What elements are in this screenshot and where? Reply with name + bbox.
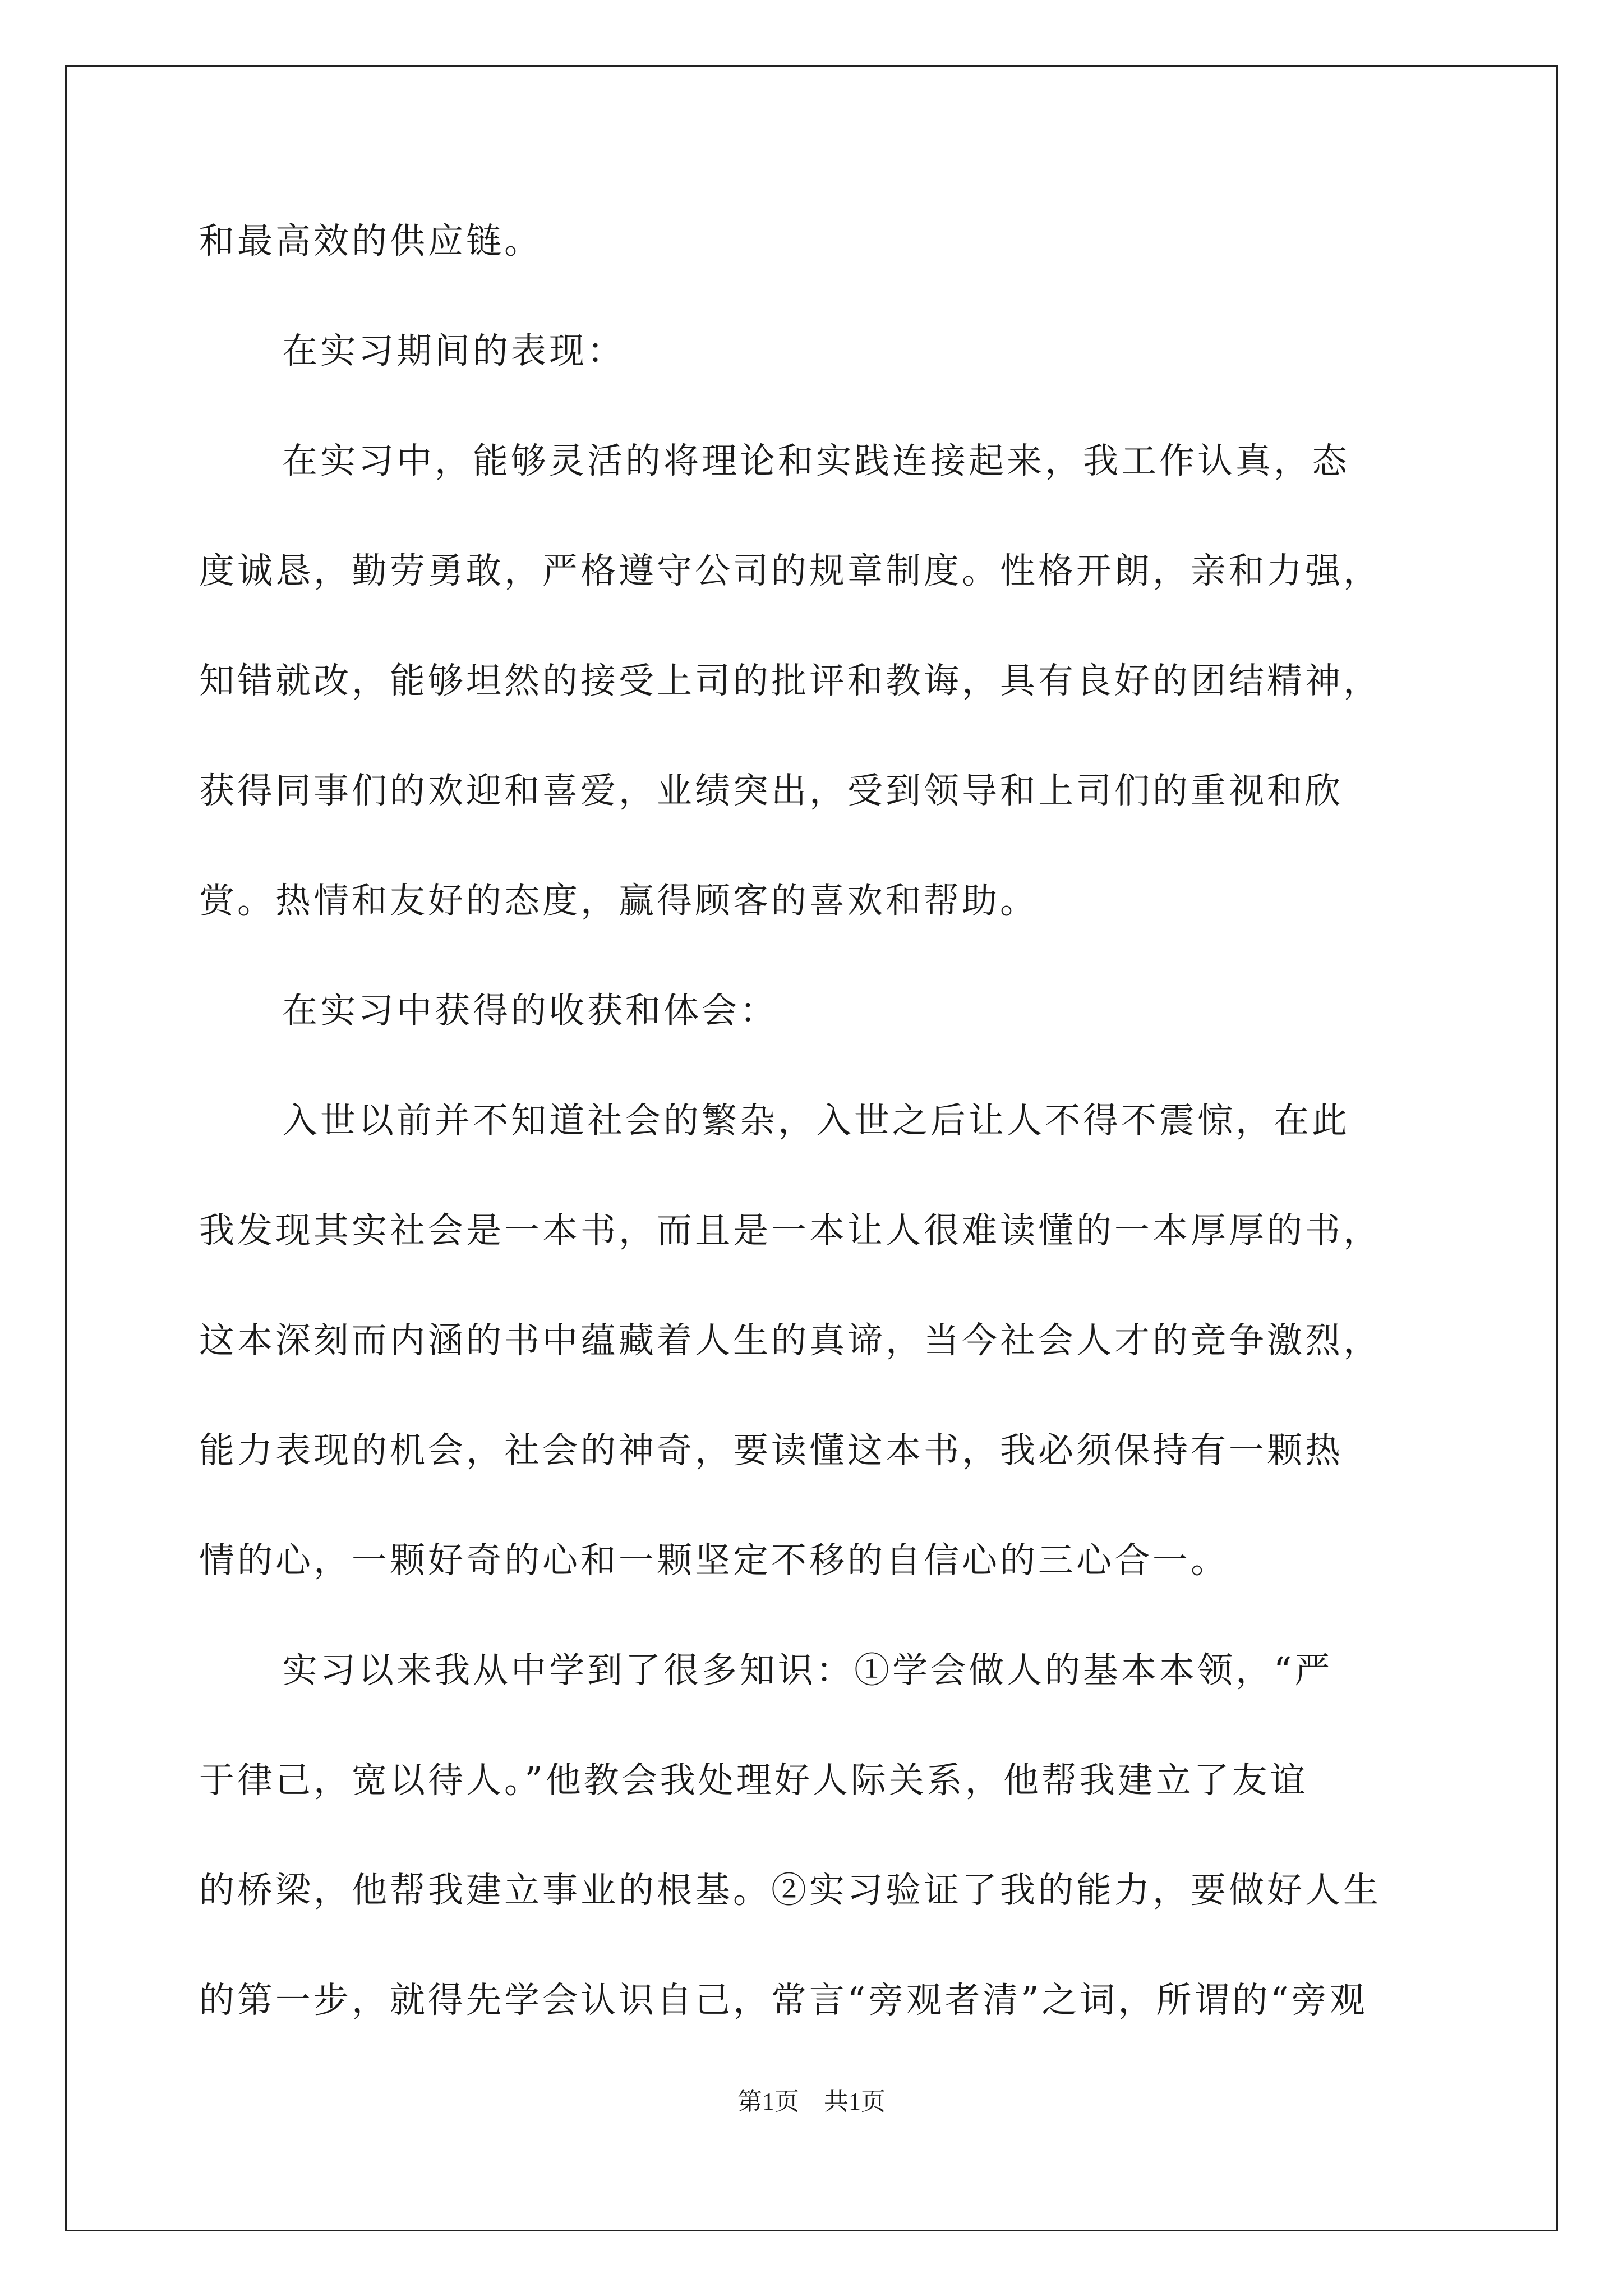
text-line: 于律己，宽以待人。”他教会我处理好人际关系，他帮我建立了友谊 — [199, 1760, 1308, 1801]
text-line: 能力表现的机会，社会的神奇，要读懂这本书，我必须保持有一颗热 — [199, 1430, 1343, 1471]
section-heading: 在实习中获得的收获和体会： — [282, 990, 778, 1031]
page-number-footer: 第1页 共1页 — [737, 2088, 886, 2115]
text-line: 获得同事们的欢迎和喜爱，业绩突出，受到领导和上司们的重视和欣 — [199, 770, 1343, 811]
text-line: 情的心，一颗好奇的心和一颗坚定不移的自信心的三心合一。 — [199, 1540, 1229, 1581]
section-heading: 在实习期间的表现： — [282, 330, 625, 371]
text-line: 我发现其实社会是一本书，而且是一本让人很难读懂的一本厚厚的书， — [199, 1210, 1381, 1251]
text-line: 度诚恳，勤劳勇敢，严格遵守公司的规章制度。性格开朗，亲和力强， — [199, 550, 1381, 591]
text-line: 的桥梁，他帮我建立事业的根基。②实习验证了我的能力，要做好人生 — [199, 1870, 1381, 1911]
text-line: 这本深刻而内涵的书中蕴藏着人生的真谛，当今社会人才的竞争激烈， — [199, 1320, 1381, 1361]
text-line: 的第一步，就得先学会认识自己，常言“旁观者清”之词，所谓的“旁观 — [199, 1980, 1368, 2021]
text-line: 赏。热情和友好的态度，赢得顾客的喜欢和帮助。 — [199, 880, 1038, 921]
text-line: 知错就改，能够坦然的接受上司的批评和教诲，具有良好的团结精神， — [199, 660, 1381, 701]
text-line: 实习以来我从中学到了很多知识：①学会做人的基本本领，“严 — [282, 1650, 1333, 1691]
text-line: 和最高效的供应链。 — [199, 220, 542, 261]
text-line: 入世以前并不知道社会的繁杂，入世之后让人不得不震惊，在此 — [282, 1100, 1350, 1141]
text-line: 在实习中，能够灵活的将理论和实践连接起来，我工作认真，态 — [282, 440, 1350, 481]
